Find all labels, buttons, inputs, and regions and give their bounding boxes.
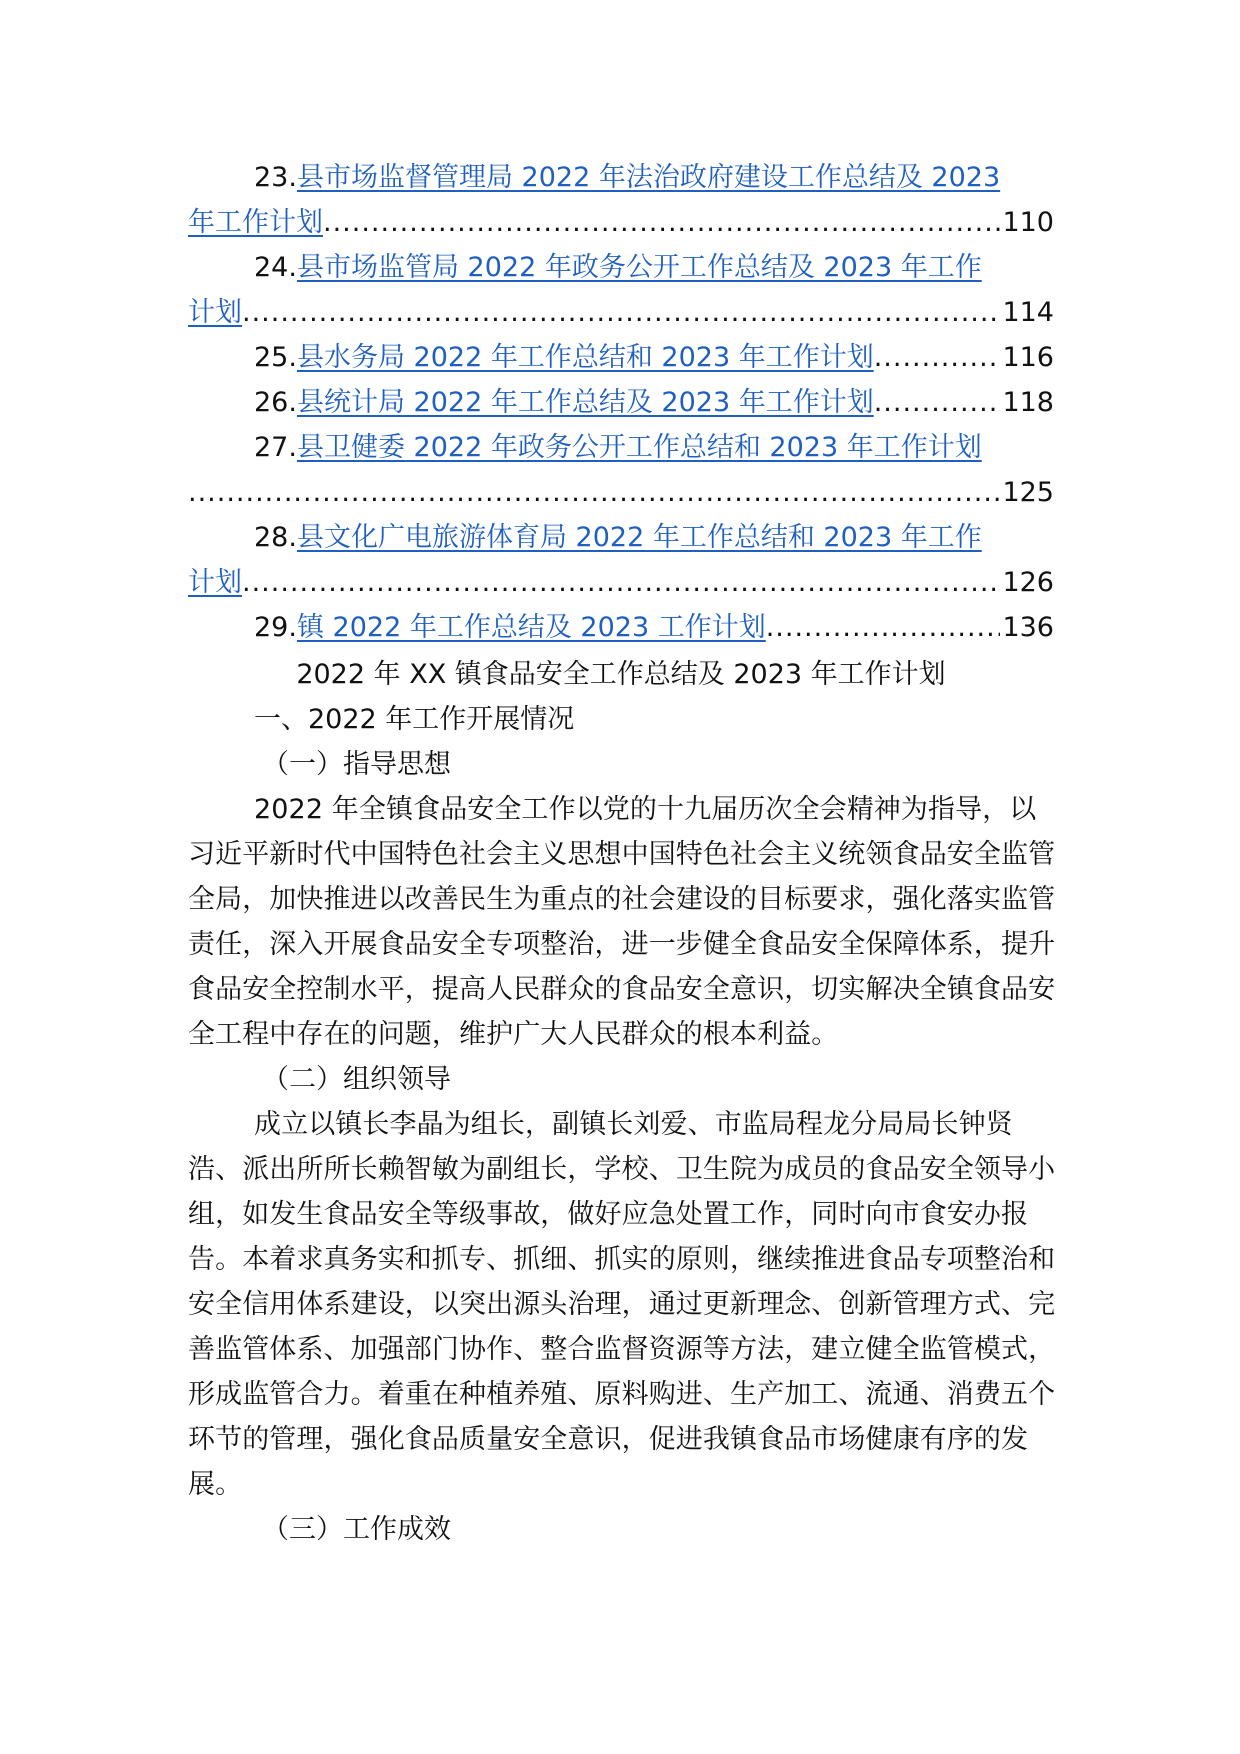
toc-line: [188, 335, 1054, 380]
toc-page-number: 116: [1002, 342, 1054, 373]
body-paragraph: 成立以镇长李晶为组长，副镇长刘爱、市监局程龙分局局长钟贤浩、派出所所长赖智敏为副组长，学校、卫生院为成员的食品安全领导小组，如发生食品安全等级事故，做好应急处置工作，同时向市食安办报告。本着求真务实和抓专、抓细、抓实的原则，继续推进食品专项整治和安全信用体系建设，以突出源头治理，通过更新理念、创新管理方式、完善监管体系、加强部门协作、整合监督资源等方法，建立健全监管模式，形成监管合力。着重在种植养殖、原料购进、生产加工、流通、消费五个环节的管理，强化食品质量安全意识，促进我镇食品市场健康有序的发展。: [188, 1109, 1056, 1500]
toc-number: 26.: [254, 387, 297, 418]
toc-page-number: 136: [1002, 612, 1054, 643]
toc-line: [188, 560, 1054, 605]
toc-number: 24.: [254, 252, 297, 283]
document-page: [188, 155, 1058, 1552]
toc-line: [188, 605, 1054, 650]
toc-line: [188, 290, 1054, 335]
toc-entry-23[interactable]: [188, 155, 1054, 245]
toc-link[interactable]: 计划: [188, 567, 242, 598]
table-of-contents: [188, 155, 1058, 650]
toc-page-number: 126: [1002, 567, 1054, 598]
toc-leader-dots: [188, 470, 1000, 515]
toc-number: 27.: [254, 432, 297, 463]
toc-link[interactable]: 县卫健委 2022 年政务公开工作总结和 2023 年工作计划: [296, 432, 982, 463]
toc-link[interactable]: 县水务局 2022 年工作总结和 2023 年工作计划: [296, 342, 874, 373]
toc-leader-dots: [874, 380, 1001, 425]
toc-link[interactable]: 镇 2022 年工作总结及 2023 工作计划: [296, 612, 766, 643]
toc-entry-24[interactable]: [188, 245, 1054, 335]
toc-leader-dots: [874, 335, 1001, 380]
toc-line: [188, 425, 1054, 470]
toc-entry-27[interactable]: [188, 425, 1054, 515]
toc-link[interactable]: 计划: [188, 297, 242, 328]
toc-entry-28[interactable]: [188, 515, 1054, 605]
toc-entry-29[interactable]: [188, 605, 1054, 650]
toc-page-number: 125: [1002, 477, 1054, 508]
toc-line: [188, 380, 1054, 425]
toc-leader-dots: [766, 605, 1001, 650]
toc-line: [188, 245, 1054, 290]
toc-number: 23.: [254, 162, 297, 193]
subsection-heading: （三）工作成效: [262, 1514, 451, 1545]
toc-line: [188, 155, 1054, 200]
toc-leader-dots: [242, 290, 1000, 335]
toc-link[interactable]: 县统计局 2022 年工作总结及 2023 年工作计划: [296, 387, 874, 418]
body-paragraph: 2022 年全镇食品安全工作以党的十九届历次全会精神为指导，以习近平新时代中国特色社会主义思想中国特色社会主义统领食品安全监管全局，加快推进以改善民生为重点的社会建设的目标要求，强化落实监管责任，深入开展食品安全专项整治，进一步健全食品安全保障体系，提升食品安全控制水平，提高人民群众的食品安全意识，切实解决全镇食品安全工程中存在的问题，维护广大人民群众的根本利益。: [188, 794, 1056, 1050]
toc-link[interactable]: 县文化广电旅游体育局 2022 年工作总结和 2023 年工作: [296, 522, 982, 553]
toc-page-number: 118: [1002, 387, 1054, 418]
subsection-heading: （一）指导思想: [262, 749, 451, 780]
toc-link[interactable]: 年工作计划: [188, 207, 323, 238]
toc-page-number: 114: [1002, 297, 1054, 328]
toc-line: [188, 515, 1054, 560]
toc-leader-dots: [242, 560, 1000, 605]
toc-entry-26[interactable]: [188, 380, 1054, 425]
toc-link[interactable]: 县市场监管局 2022 年政务公开工作总结及 2023 年工作: [296, 252, 982, 283]
toc-page-number: 110: [1002, 207, 1054, 238]
subsection-heading: （二）组织领导: [262, 1064, 451, 1095]
toc-number: 25.: [254, 342, 297, 373]
toc-line: [188, 470, 1054, 515]
toc-number: 29.: [254, 612, 297, 643]
toc-link[interactable]: 县市场监督管理局 2022 年法治政府建设工作总结及 2023: [296, 162, 1001, 193]
toc-number: 28.: [254, 522, 297, 553]
section-heading: 一、2022 年工作开展情况: [254, 704, 575, 735]
toc-line: [188, 200, 1054, 245]
toc-leader-dots: [323, 200, 1000, 245]
document-title: 2022 年 XX 镇食品安全工作总结及 2023 年工作计划: [296, 659, 946, 690]
toc-entry-25[interactable]: [188, 335, 1054, 380]
